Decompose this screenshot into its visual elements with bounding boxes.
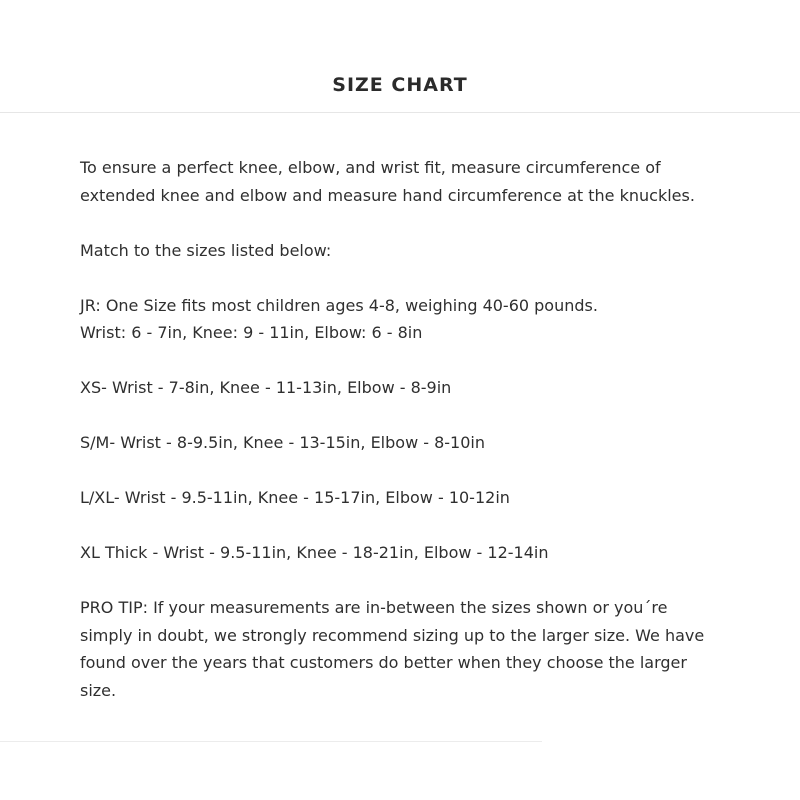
size-xl-thick	[80, 539, 720, 567]
size-lxl-line: L/XL- Wrist - 9.5-11in, Knee - 15-17in, Elbow - 10-12in	[80, 488, 510, 507]
intro-paragraph	[80, 154, 720, 209]
match-text: Match to the sizes listed below:	[80, 240, 332, 260]
size-jr	[80, 292, 720, 347]
size-chart-content	[80, 154, 720, 732]
intro-line: To ensure a perfect knee, elbow, and wrist fit, measure circumference of	[80, 158, 661, 177]
pro-tip-line: PRO TIP: If your measurements are in-between the sizes shown or you´re	[80, 598, 668, 617]
pro-tip-line: size.	[80, 680, 117, 700]
pro-tip-line: found over the years that customers do better when they choose the larger	[80, 653, 687, 672]
size-chart-header	[0, 0, 800, 113]
size-sm	[80, 429, 720, 457]
intro-line: extended knee and elbow and measure hand circumference at the knuckles.	[80, 185, 695, 205]
bottom-divider	[0, 741, 542, 742]
size-jr-measurements: Wrist: 6 - 7in, Knee: 9 - 11in, Elbow: 6 - 8in	[80, 323, 423, 342]
pro-tip-line: simply in doubt, we strongly recommend sizing up to the larger size. We have	[80, 625, 705, 645]
size-xl-thick-line: XL Thick - Wrist - 9.5-11in, Knee - 18-21in, Elbow - 12-14in	[80, 543, 549, 562]
pro-tip-paragraph	[80, 594, 720, 704]
size-lxl	[80, 484, 720, 512]
size-sm-line: S/M- Wrist - 8-9.5in, Knee - 13-15in, Elbow - 8-10in	[80, 433, 485, 452]
size-jr-line: JR: One Size fits most children ages 4-8, weighing 40-60 pounds.	[80, 295, 598, 315]
page-title: SIZE CHART	[332, 74, 468, 96]
match-paragraph	[80, 237, 720, 265]
size-xs-line: XS- Wrist - 7-8in, Knee - 11-13in, Elbow - 8-9in	[80, 378, 452, 397]
size-xs	[80, 374, 720, 402]
